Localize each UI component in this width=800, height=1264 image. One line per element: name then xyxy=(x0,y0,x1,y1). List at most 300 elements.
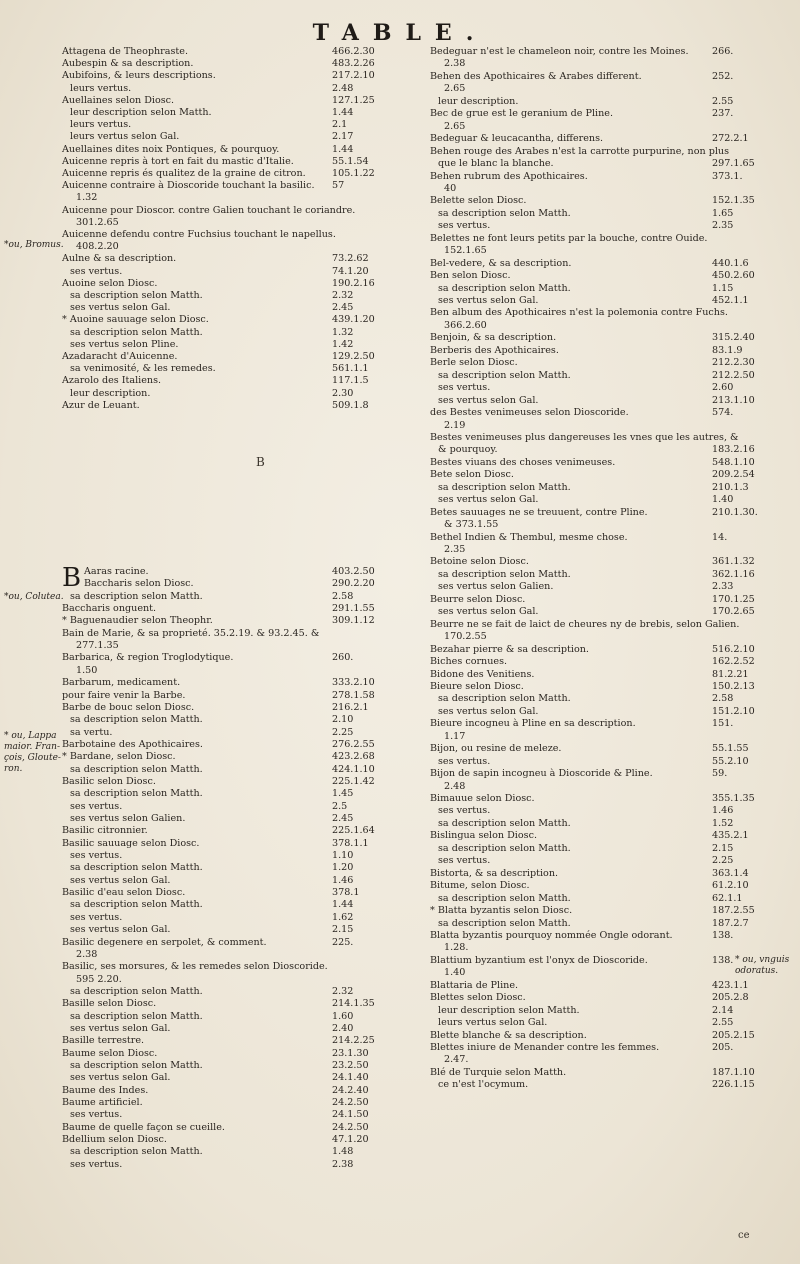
entry-reference: 2.1 xyxy=(332,119,348,131)
index-entry xyxy=(62,887,360,899)
entry-reference: 187.1.10 xyxy=(712,1066,755,1078)
entry-reference: 55.2.10 xyxy=(712,755,749,767)
entry-text: Bedeguar & leucacantha, differens. xyxy=(430,133,604,145)
entry-reference: 362.1.16 xyxy=(712,568,755,580)
entry-text: 1.28. xyxy=(444,942,469,954)
entry-reference: 1.15 xyxy=(712,282,734,294)
entry-reference: 150.2.13 xyxy=(712,680,755,692)
entry-reference: 363.1.4 xyxy=(712,867,749,879)
index-entry xyxy=(430,506,758,518)
entry-reference: 373.1. xyxy=(712,170,743,182)
index-entry xyxy=(62,813,354,824)
index-entry xyxy=(430,1004,734,1016)
entry-reference: 1.65 xyxy=(712,207,734,219)
entry-text: Ben selon Diosc. xyxy=(430,270,511,282)
index-entry xyxy=(430,158,755,170)
entry-text: Azur de Leuant. xyxy=(62,399,140,411)
entry-reference: 183.2.16 xyxy=(712,444,755,456)
entry-reference: 209.2.54 xyxy=(712,469,755,481)
index-entry xyxy=(430,108,734,120)
index-entry xyxy=(62,985,354,997)
index-entry xyxy=(62,265,369,277)
entry-reference: 117.1.5 xyxy=(332,375,369,387)
index-entry xyxy=(62,677,375,689)
index-entry xyxy=(62,1121,369,1133)
entry-reference: 23.1.30 xyxy=(332,1047,369,1059)
entry-text: sa description selon Matth. xyxy=(438,817,571,829)
entry-reference: 24.1.40 xyxy=(332,1072,369,1084)
index-entry xyxy=(62,277,375,289)
entry-text: ses vertus selon Pline. xyxy=(70,338,179,350)
index-entry xyxy=(62,578,375,590)
index-entry xyxy=(430,531,728,543)
entry-text: Azarolo des Italiens. xyxy=(62,375,162,387)
index-entry xyxy=(62,314,375,326)
index-entry xyxy=(430,382,734,394)
entry-reference: 2.15 xyxy=(332,924,354,936)
entry-reference: 2.45 xyxy=(332,813,354,824)
entry-text: ses vertus. xyxy=(438,220,491,232)
entry-text: ce n'est l'ocymum. xyxy=(438,1079,529,1091)
entry-text: & pourquoy. xyxy=(438,444,498,456)
entry-text: Betes sauuages ne se treuuent, contre Pline. xyxy=(430,506,648,518)
entry-reference: 1.46 xyxy=(332,874,354,886)
entry-text: * Blatta byzantis selon Diosc. xyxy=(430,905,573,917)
entry-reference: 214.1.35 xyxy=(332,998,375,1010)
index-entry xyxy=(62,590,354,602)
entry-text: ses vertus. xyxy=(438,805,491,817)
entry-text: leur description selon Matth. xyxy=(70,107,212,118)
entry-text: sa description selon Matth. xyxy=(70,862,203,874)
entry-reference: 252. xyxy=(712,70,734,82)
entry-text: Barbarica, & region Troglodytique. xyxy=(62,652,234,664)
entry-text: * Baguenaudier selon Theophr. xyxy=(62,615,213,627)
entry-reference: 355.1.35 xyxy=(712,793,755,804)
entry-text: 595 2.20. xyxy=(76,973,122,985)
index-entry xyxy=(430,95,734,107)
entry-text: ses vertus selon Gal. xyxy=(70,924,171,936)
entry-text: & 373.1.55 xyxy=(444,519,499,531)
entry-reference: 162.2.52 xyxy=(712,656,755,668)
entry-text: Bestes viuans des choses venimeuses. xyxy=(430,456,616,468)
index-entry xyxy=(62,726,354,738)
index-entry xyxy=(62,652,354,664)
entry-text: Basilic degenere en serpolet, & comment. xyxy=(62,936,267,948)
entry-text: Bain de Marie, & sa proprieté. 35.2.19. & 93.2.45. & xyxy=(62,627,320,639)
index-entry xyxy=(430,407,734,419)
entry-text: Aulne & sa description. xyxy=(62,253,177,265)
index-entry xyxy=(430,705,755,717)
entry-reference: 423.1.1 xyxy=(712,979,749,991)
index-entry-continuation xyxy=(430,58,465,69)
index-entry xyxy=(62,751,375,763)
entry-text: Blettes iniure de Menander contre les femmes. xyxy=(430,1042,660,1053)
entry-text: sa description selon Matth. xyxy=(438,207,571,219)
entry-text: Aaras racine. xyxy=(84,566,149,577)
entry-reference: 170.2.65 xyxy=(712,606,755,618)
entry-text: 40 xyxy=(444,182,457,194)
entry-text: 301.2.65 xyxy=(76,216,119,228)
index-entry xyxy=(430,344,743,356)
entry-text: 408.2.20 xyxy=(76,241,119,253)
entry-text: Auicenne contraire à Dioscoride touchant la basilic. xyxy=(62,180,315,192)
entry-reference: 509.1.8 xyxy=(332,399,369,411)
entry-text: ses vertus. xyxy=(70,265,123,277)
index-entry xyxy=(62,701,369,713)
index-entry xyxy=(430,817,734,829)
index-entry xyxy=(62,1072,369,1084)
entry-text: sa description selon Matth. xyxy=(70,985,203,997)
entry-text: Blettes selon Diosc. xyxy=(430,992,526,1004)
index-entry xyxy=(62,1060,369,1071)
index-entry xyxy=(430,1017,734,1029)
entry-text: Bethel Indien & Thembul, mesme chose. xyxy=(430,531,628,543)
margin-note: çois, Gloute- xyxy=(4,753,61,763)
entry-reference: 152.1.35 xyxy=(712,195,755,207)
entry-reference: 2.32 xyxy=(332,290,354,301)
entry-text: ses vertus. xyxy=(70,911,123,923)
entry-text: ses vertus selon Gal. xyxy=(438,606,539,618)
entry-reference: 333.2.10 xyxy=(332,677,375,689)
index-entry xyxy=(430,568,755,580)
entry-text: sa description selon Matth. xyxy=(438,693,571,705)
entry-reference: 2.25 xyxy=(712,855,734,867)
index-entry xyxy=(430,1079,755,1091)
entry-text: Betoine selon Diosc. xyxy=(430,556,529,568)
entry-text: 2.65 xyxy=(444,83,466,95)
entry-text: Beurre ne se fait de laict de cheures ny de brebis, selon Galien. xyxy=(430,618,740,630)
entry-reference: 260. xyxy=(332,652,354,664)
entry-reference: 187.2.55 xyxy=(712,905,755,917)
index-entry-continuation xyxy=(430,420,465,431)
entry-reference: 2.48 xyxy=(332,82,354,94)
entry-text: sa description selon Matth. xyxy=(70,1010,203,1022)
drop-cap: B xyxy=(62,563,82,593)
entry-text: Bete selon Diosc. xyxy=(430,469,514,481)
index-entry xyxy=(62,290,354,301)
index-entry xyxy=(430,693,734,705)
index-entry xyxy=(62,107,354,118)
index-entry xyxy=(62,58,375,70)
entry-reference: 61.2.10 xyxy=(712,880,749,892)
index-entry xyxy=(62,363,369,375)
index-entry xyxy=(430,643,755,655)
entry-reference: 450.2.60 xyxy=(712,270,755,282)
entry-reference: 59. xyxy=(712,768,728,780)
index-entry xyxy=(62,1158,354,1170)
entry-text: leurs vertus selon Gal. xyxy=(438,1017,548,1029)
index-entry xyxy=(62,70,375,82)
entry-reference: 435.2.1 xyxy=(712,830,749,842)
index-entry xyxy=(62,899,354,911)
entry-reference: 24.2.40 xyxy=(332,1084,369,1096)
index-entry-continuation xyxy=(62,640,119,651)
index-entry xyxy=(430,793,755,804)
entry-reference: 217.2.10 xyxy=(332,70,375,82)
index-entry xyxy=(430,444,755,456)
index-entry xyxy=(430,1042,734,1053)
entry-text: Auicenne defendu contre Fuchsius touchant le napellus. xyxy=(62,229,336,240)
entry-text: sa description selon Matth. xyxy=(70,714,203,726)
entry-text: Bdellium selon Diosc. xyxy=(62,1134,167,1146)
entry-text: sa description selon Matth. xyxy=(70,590,203,602)
index-entry xyxy=(430,842,734,854)
entry-reference: 225. xyxy=(332,936,354,948)
index-entry xyxy=(430,867,749,879)
entry-reference: 138. xyxy=(712,929,734,941)
entry-reference: 1.48 xyxy=(332,1146,354,1158)
entry-reference: 2.58 xyxy=(332,590,354,602)
entry-text: Bimauue selon Diosc. xyxy=(430,793,535,804)
index-entry xyxy=(430,307,728,318)
entry-reference: 187.2.7 xyxy=(712,917,749,929)
entry-text: leurs vertus. xyxy=(70,82,132,94)
entry-text: leurs vertus. xyxy=(70,119,132,131)
entry-text: Behen rubrum des Apothicaires. xyxy=(430,170,588,182)
index-entry-continuation xyxy=(430,83,465,94)
margin-note: ron. xyxy=(4,764,23,774)
index-entry-continuation xyxy=(430,731,465,742)
index-entry xyxy=(430,805,734,817)
entry-reference: 105.1.22 xyxy=(332,168,375,179)
index-entry-continuation xyxy=(430,320,487,331)
entry-text: sa description selon Matth. xyxy=(438,568,571,580)
index-entry xyxy=(62,689,375,701)
index-entry xyxy=(62,168,375,179)
entry-reference: 452.1.1 xyxy=(712,295,749,306)
entry-text: ses vertus selon Galien. xyxy=(438,581,554,593)
entry-reference: 2.5 xyxy=(332,800,348,812)
entry-text: ses vertus. xyxy=(438,855,491,867)
index-entry xyxy=(430,979,749,991)
index-entry xyxy=(430,830,749,842)
index-entry xyxy=(62,155,369,167)
entry-reference: 548.1.10 xyxy=(712,456,755,468)
margin-note: *ou, Bromus. xyxy=(4,240,64,250)
index-entry xyxy=(430,593,755,605)
entry-reference: 214.2.25 xyxy=(332,1035,375,1047)
index-entry xyxy=(430,369,755,381)
entry-text: Basille terrestre. xyxy=(62,1035,145,1047)
entry-text: 1.17 xyxy=(444,730,466,742)
index-entry xyxy=(430,556,755,568)
entry-text: ses vertus selon Gal. xyxy=(438,295,539,306)
entry-reference: 291.1.55 xyxy=(332,603,375,615)
entry-reference: 2.32 xyxy=(332,985,354,997)
entry-text: Baccharis selon Diosc. xyxy=(84,578,194,590)
entry-text: ses vertus. xyxy=(438,755,491,767)
index-entry xyxy=(430,270,755,282)
entry-text: Basilic sauuage selon Diosc. xyxy=(62,837,200,849)
entry-text: Benjoin, & sa description. xyxy=(430,332,557,344)
entry-reference: 1.62 xyxy=(332,911,354,923)
index-entry xyxy=(62,738,375,750)
index-entry xyxy=(62,566,375,577)
entry-reference: 62.1.1 xyxy=(712,892,743,904)
entry-text: sa description selon Matth. xyxy=(70,326,203,338)
index-entry xyxy=(430,456,755,468)
entry-text: sa description selon Matth. xyxy=(70,899,203,911)
entry-reference: 1.42 xyxy=(332,338,354,350)
index-entry xyxy=(430,394,755,406)
index-entry xyxy=(430,855,734,867)
index-entry xyxy=(430,668,749,680)
entry-reference: 24.1.50 xyxy=(332,1109,369,1121)
entry-reference: 297.1.65 xyxy=(712,158,755,170)
entry-reference: 57 xyxy=(332,180,345,192)
entry-text: Bezahar pierre & sa description. xyxy=(430,643,589,655)
index-entry-continuation xyxy=(430,121,465,132)
entry-text: Belettes ne font leurs petits par la bouche, contre Ouide. xyxy=(430,232,708,244)
entry-text: 152.1.65 xyxy=(444,245,487,257)
entry-reference: 574. xyxy=(712,407,734,419)
entry-text: pour faire venir la Barbe. xyxy=(62,689,186,701)
entry-text: 2.48 xyxy=(444,780,466,792)
index-entry xyxy=(430,332,755,344)
index-entry xyxy=(430,917,749,929)
entry-reference: 278.1.58 xyxy=(332,689,375,701)
margin-note: * ou, Lappa xyxy=(4,731,57,741)
entry-reference: 439.1.20 xyxy=(332,314,375,326)
entry-text: ses vertus selon Gal. xyxy=(70,302,171,314)
entry-text: Bestes venimeuses plus dangereuses les vnes que les autres, & xyxy=(430,431,739,443)
index-entry xyxy=(62,119,348,131)
entry-text: Auicenne pour Dioscor. contre Galien touchant le coriandre. xyxy=(62,204,356,216)
index-entry xyxy=(430,357,755,369)
entry-text: 2.35 xyxy=(444,544,466,555)
entry-text: 366.2.60 xyxy=(444,319,487,331)
index-entry xyxy=(62,603,375,615)
index-entry xyxy=(430,146,729,157)
entry-reference: 2.40 xyxy=(332,1022,354,1034)
entry-text: Bijon de sapin incogneu à Dioscoride & Pline. xyxy=(430,768,653,780)
entry-text: Basilic, ses morsures, & les remedes selon Dioscoride. xyxy=(62,961,328,973)
entry-reference: 440.1.6 xyxy=(712,257,749,269)
entry-reference: 151.2.10 xyxy=(712,705,755,717)
entry-text: Ben album des Apothicaires n'est la polemonia contre Fuchs. xyxy=(430,307,728,319)
entry-reference: 1.60 xyxy=(332,1010,354,1022)
entry-text: ses vertus selon Gal. xyxy=(438,394,539,406)
entry-reference: 2.45 xyxy=(332,302,354,314)
index-entry-continuation xyxy=(62,241,119,252)
entry-reference: 237. xyxy=(712,108,734,120)
entry-reference: 378.1 xyxy=(332,887,360,899)
entry-text: Basilic d'eau selon Diosc. xyxy=(62,887,186,899)
entry-reference: 138. xyxy=(712,954,734,966)
entry-text: 2.65 xyxy=(444,120,466,132)
index-entry xyxy=(62,615,375,627)
entry-reference: 1.45 xyxy=(332,788,354,800)
entry-reference: 210.1.3 xyxy=(712,481,749,493)
entry-reference: 2.30 xyxy=(332,387,354,399)
entry-reference: 1.32 xyxy=(332,326,354,338)
index-entry xyxy=(62,131,354,143)
index-entry xyxy=(430,195,755,207)
entry-text: Barbe de bouc selon Diosc. xyxy=(62,701,195,713)
index-entry-continuation xyxy=(430,183,456,194)
index-entry xyxy=(430,954,734,966)
entry-reference: 23.2.50 xyxy=(332,1060,369,1071)
index-entry xyxy=(430,656,755,668)
index-entry xyxy=(430,768,728,780)
index-entry xyxy=(62,143,354,155)
entry-text: Aubifoins, & leurs descriptions. xyxy=(62,70,216,82)
entry-reference: 74.1.20 xyxy=(332,265,369,277)
index-entry xyxy=(62,253,369,265)
index-entry-continuation xyxy=(430,967,465,978)
entry-reference: 129.2.50 xyxy=(332,351,375,362)
margin-note: maior. Fran- xyxy=(4,742,60,752)
index-entry xyxy=(62,763,375,775)
entry-reference: 276.2.55 xyxy=(332,738,375,750)
entry-text: ses vertus selon Gal. xyxy=(70,1022,171,1034)
entry-reference: 225.1.42 xyxy=(332,775,375,787)
index-entry xyxy=(430,282,734,294)
entry-reference: 1.20 xyxy=(332,862,354,874)
entry-text: ses vertus. xyxy=(70,1158,123,1170)
entry-reference: 1.44 xyxy=(332,899,354,911)
index-entry xyxy=(430,295,749,306)
entry-text: Bidone des Venitiens. xyxy=(430,668,535,680)
entry-text: Auicenne repris és qualitez de la graine de citron. xyxy=(62,168,306,179)
entry-reference: 2.58 xyxy=(712,693,734,705)
entry-text: ses vertus. xyxy=(438,382,491,394)
index-entry xyxy=(430,1029,755,1041)
entry-text: Biches cornues. xyxy=(430,656,508,668)
index-entry xyxy=(62,788,354,800)
entry-reference: 212.2.50 xyxy=(712,369,755,381)
entry-reference: 361.1.32 xyxy=(712,556,755,568)
index-entry xyxy=(62,800,348,812)
entry-reference: 315.2.40 xyxy=(712,332,755,344)
index-entry-continuation xyxy=(62,217,119,228)
entry-text: Basilic selon Diosc. xyxy=(62,775,156,787)
index-entry xyxy=(430,469,755,481)
index-entry xyxy=(62,302,354,314)
index-entry xyxy=(430,46,734,57)
entry-reference: 266. xyxy=(712,46,734,57)
entry-text: Baume selon Diosc. xyxy=(62,1047,158,1059)
entry-text: 277.1.35 xyxy=(76,640,119,652)
index-entry xyxy=(430,880,749,892)
index-entry xyxy=(62,387,354,399)
entry-reference: 403.2.50 xyxy=(332,566,375,577)
index-entry xyxy=(62,326,354,338)
entry-text: ses vertus selon Gal. xyxy=(70,874,171,886)
index-entry xyxy=(62,180,345,192)
entry-text: Belette selon Diosc. xyxy=(430,195,527,207)
entry-reference: 2.60 xyxy=(712,382,734,394)
index-entry xyxy=(62,205,355,216)
entry-reference: 1.44 xyxy=(332,143,354,155)
entry-text: Baume de quelle façon se cueille. xyxy=(62,1121,225,1133)
entry-text: ses vertus. xyxy=(70,850,123,862)
entry-text: 1.32 xyxy=(76,192,98,204)
entry-reference: 225.1.64 xyxy=(332,825,375,837)
index-entry xyxy=(62,82,354,94)
entry-reference: 2.10 xyxy=(332,714,354,726)
index-entry xyxy=(430,743,749,755)
index-entry xyxy=(430,680,755,692)
entry-reference: 83.1.9 xyxy=(712,344,743,356)
entry-reference: 561.1.1 xyxy=(332,363,369,375)
entry-reference: 1.40 xyxy=(712,494,734,506)
entry-text: 1.40 xyxy=(444,967,466,979)
entry-reference: 483.2.26 xyxy=(332,58,375,70)
entry-reference: 127.1.25 xyxy=(332,94,375,106)
entry-text: Bitume, selon Diosc. xyxy=(430,880,530,892)
index-entry xyxy=(62,1134,369,1146)
